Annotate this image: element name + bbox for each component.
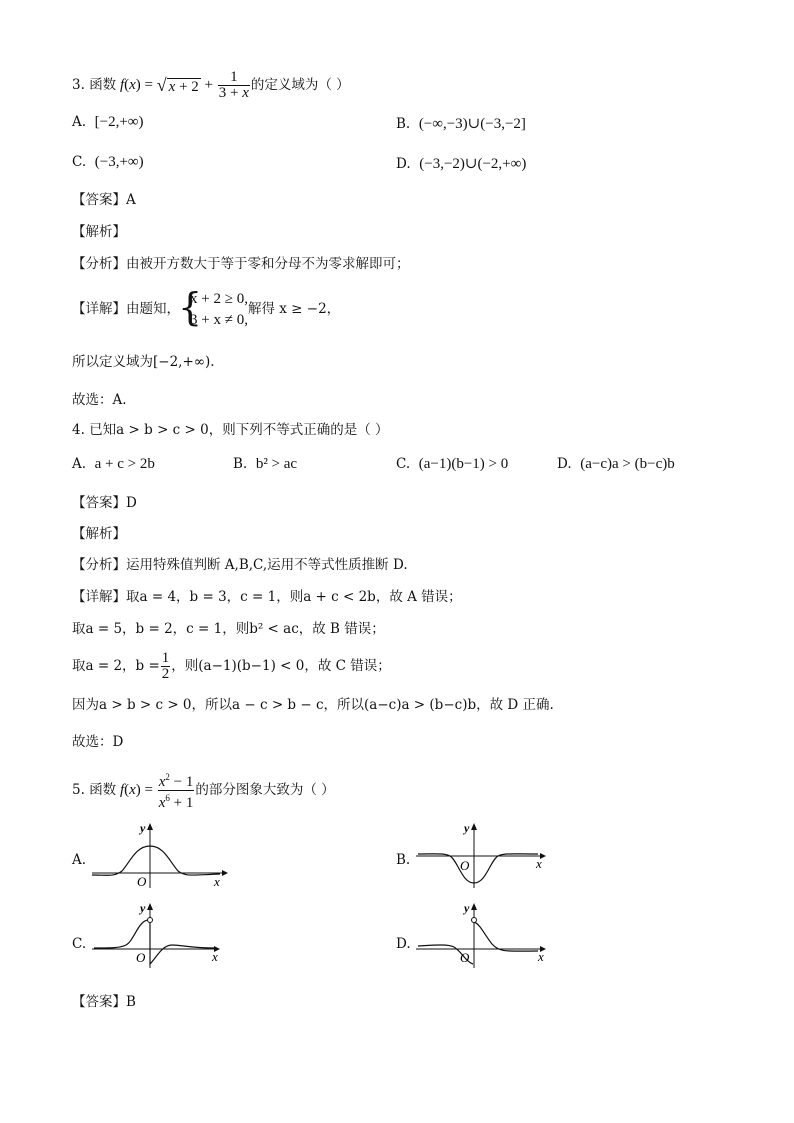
q5-graph-d [414, 900, 554, 970]
curve-right [474, 922, 538, 951]
q4-answer: 【答案】D [72, 495, 137, 511]
open-point-icon [472, 918, 477, 923]
q3-option-c: C. (−3,+∞) [72, 154, 144, 170]
y-axis-arrow-icon [147, 903, 153, 910]
open-point-icon [148, 918, 153, 923]
origin-label: O [460, 950, 470, 965]
axis-label-x: x [536, 856, 542, 871]
q5-stem: 5. 函数 f(x) = $\frac{x^2 - 1}{x^6 + 1}$ 的部分图象大致为（ ） [72, 772, 335, 811]
q5-graph-c [90, 900, 230, 970]
curve [92, 846, 220, 875]
q4-option-d: D. (a−c)a > (b−c)b [557, 456, 675, 472]
q4-option-c: C. (a−1)(b−1) > 0 [396, 456, 509, 472]
q4-option-a: A. a + c > 2b [72, 456, 155, 472]
q3-option-a: A. [−2,+∞) [72, 114, 144, 130]
origin-label: O [136, 950, 146, 965]
q5-graph-a [90, 820, 230, 890]
q5-option-c-label: C. [72, 936, 87, 952]
axis-label-x: x [214, 874, 220, 889]
origin-label: O [460, 858, 470, 873]
q5-answer: 【答案】B [72, 994, 136, 1010]
q4-stem: 4. 已知a > b > c > 0，则下列不等式正确的是（ ） [72, 422, 389, 438]
q3-choice: 故选：A. [72, 392, 127, 408]
q3-detail: 【详解】由题知， { x + 2 ≥ 0, 3 + x ≠ 0, 解得 x ≥ −2， [72, 284, 341, 329]
q3-analysis-tag: 【解析】 [72, 224, 126, 240]
q3-option-d: D. (−3,−2)∪(−2,+∞) [396, 156, 527, 172]
axis-label-y: y [140, 901, 146, 915]
q5-graph-b [414, 820, 554, 890]
curve-right [150, 922, 214, 964]
y-axis-arrow-icon [471, 903, 477, 910]
axis-label-y: y [464, 901, 470, 915]
q4-analysis-tag: 【解析】 [72, 526, 126, 542]
q5-option-d-label: D. [396, 936, 411, 952]
q4-detail-line2: 取a = 5，b = 2，c = 1，则b² < ac，故 B 错误； [72, 621, 385, 637]
q3-answer: 【答案】A [72, 192, 136, 208]
q3-stem: 3. 函数 f(x) = √ x + 2 + $\frac{1}{3 + x}$ 的定义域为（ ） [72, 69, 350, 101]
axis-label-x: x [538, 949, 544, 964]
y-axis-arrow-icon [471, 823, 477, 830]
curve-left [94, 920, 148, 948]
q3-option-b: B. (−∞,−3)∪(−3,−2] [396, 116, 526, 132]
axis-label-x: x [212, 949, 218, 964]
q4-detail-line4: 因为a > b > c > 0，所以a − c > b − c，所以(a−c)a > (b−c)b，故 D 正确. [72, 697, 554, 713]
axis-label-y: y [464, 821, 470, 835]
q3-fenxi: 【分析】由被开方数大于等于零和分母不为零求解即可； [72, 256, 410, 272]
q4-choice: 故选：D [72, 734, 124, 750]
curve [418, 854, 538, 883]
q3-conclusion: 所以定义域为[−2,+∞). [72, 354, 215, 370]
origin-label: O [137, 874, 147, 889]
q4-detail-line3: 取a = 2，b = $\frac{1}{2}$ ，则(a−1)(b−1) < 0，故 C 错误； [72, 650, 391, 682]
q4-option-b: B. b² > ac [233, 456, 298, 472]
q5-option-a-label: A. [72, 852, 87, 868]
y-axis-arrow-icon [147, 823, 153, 830]
q4-fenxi: 【分析】运用特殊值判断 A,B,C,运用不等式性质推断 D. [72, 557, 408, 573]
axis-label-y: y [140, 821, 146, 835]
x-axis-arrow-icon [222, 870, 228, 876]
q4-detail-line1: 【详解】取a = 4，b = 3，c = 1，则a + c < 2b，故 A 错误； [72, 589, 462, 605]
q5-option-b-label: B. [396, 852, 411, 868]
